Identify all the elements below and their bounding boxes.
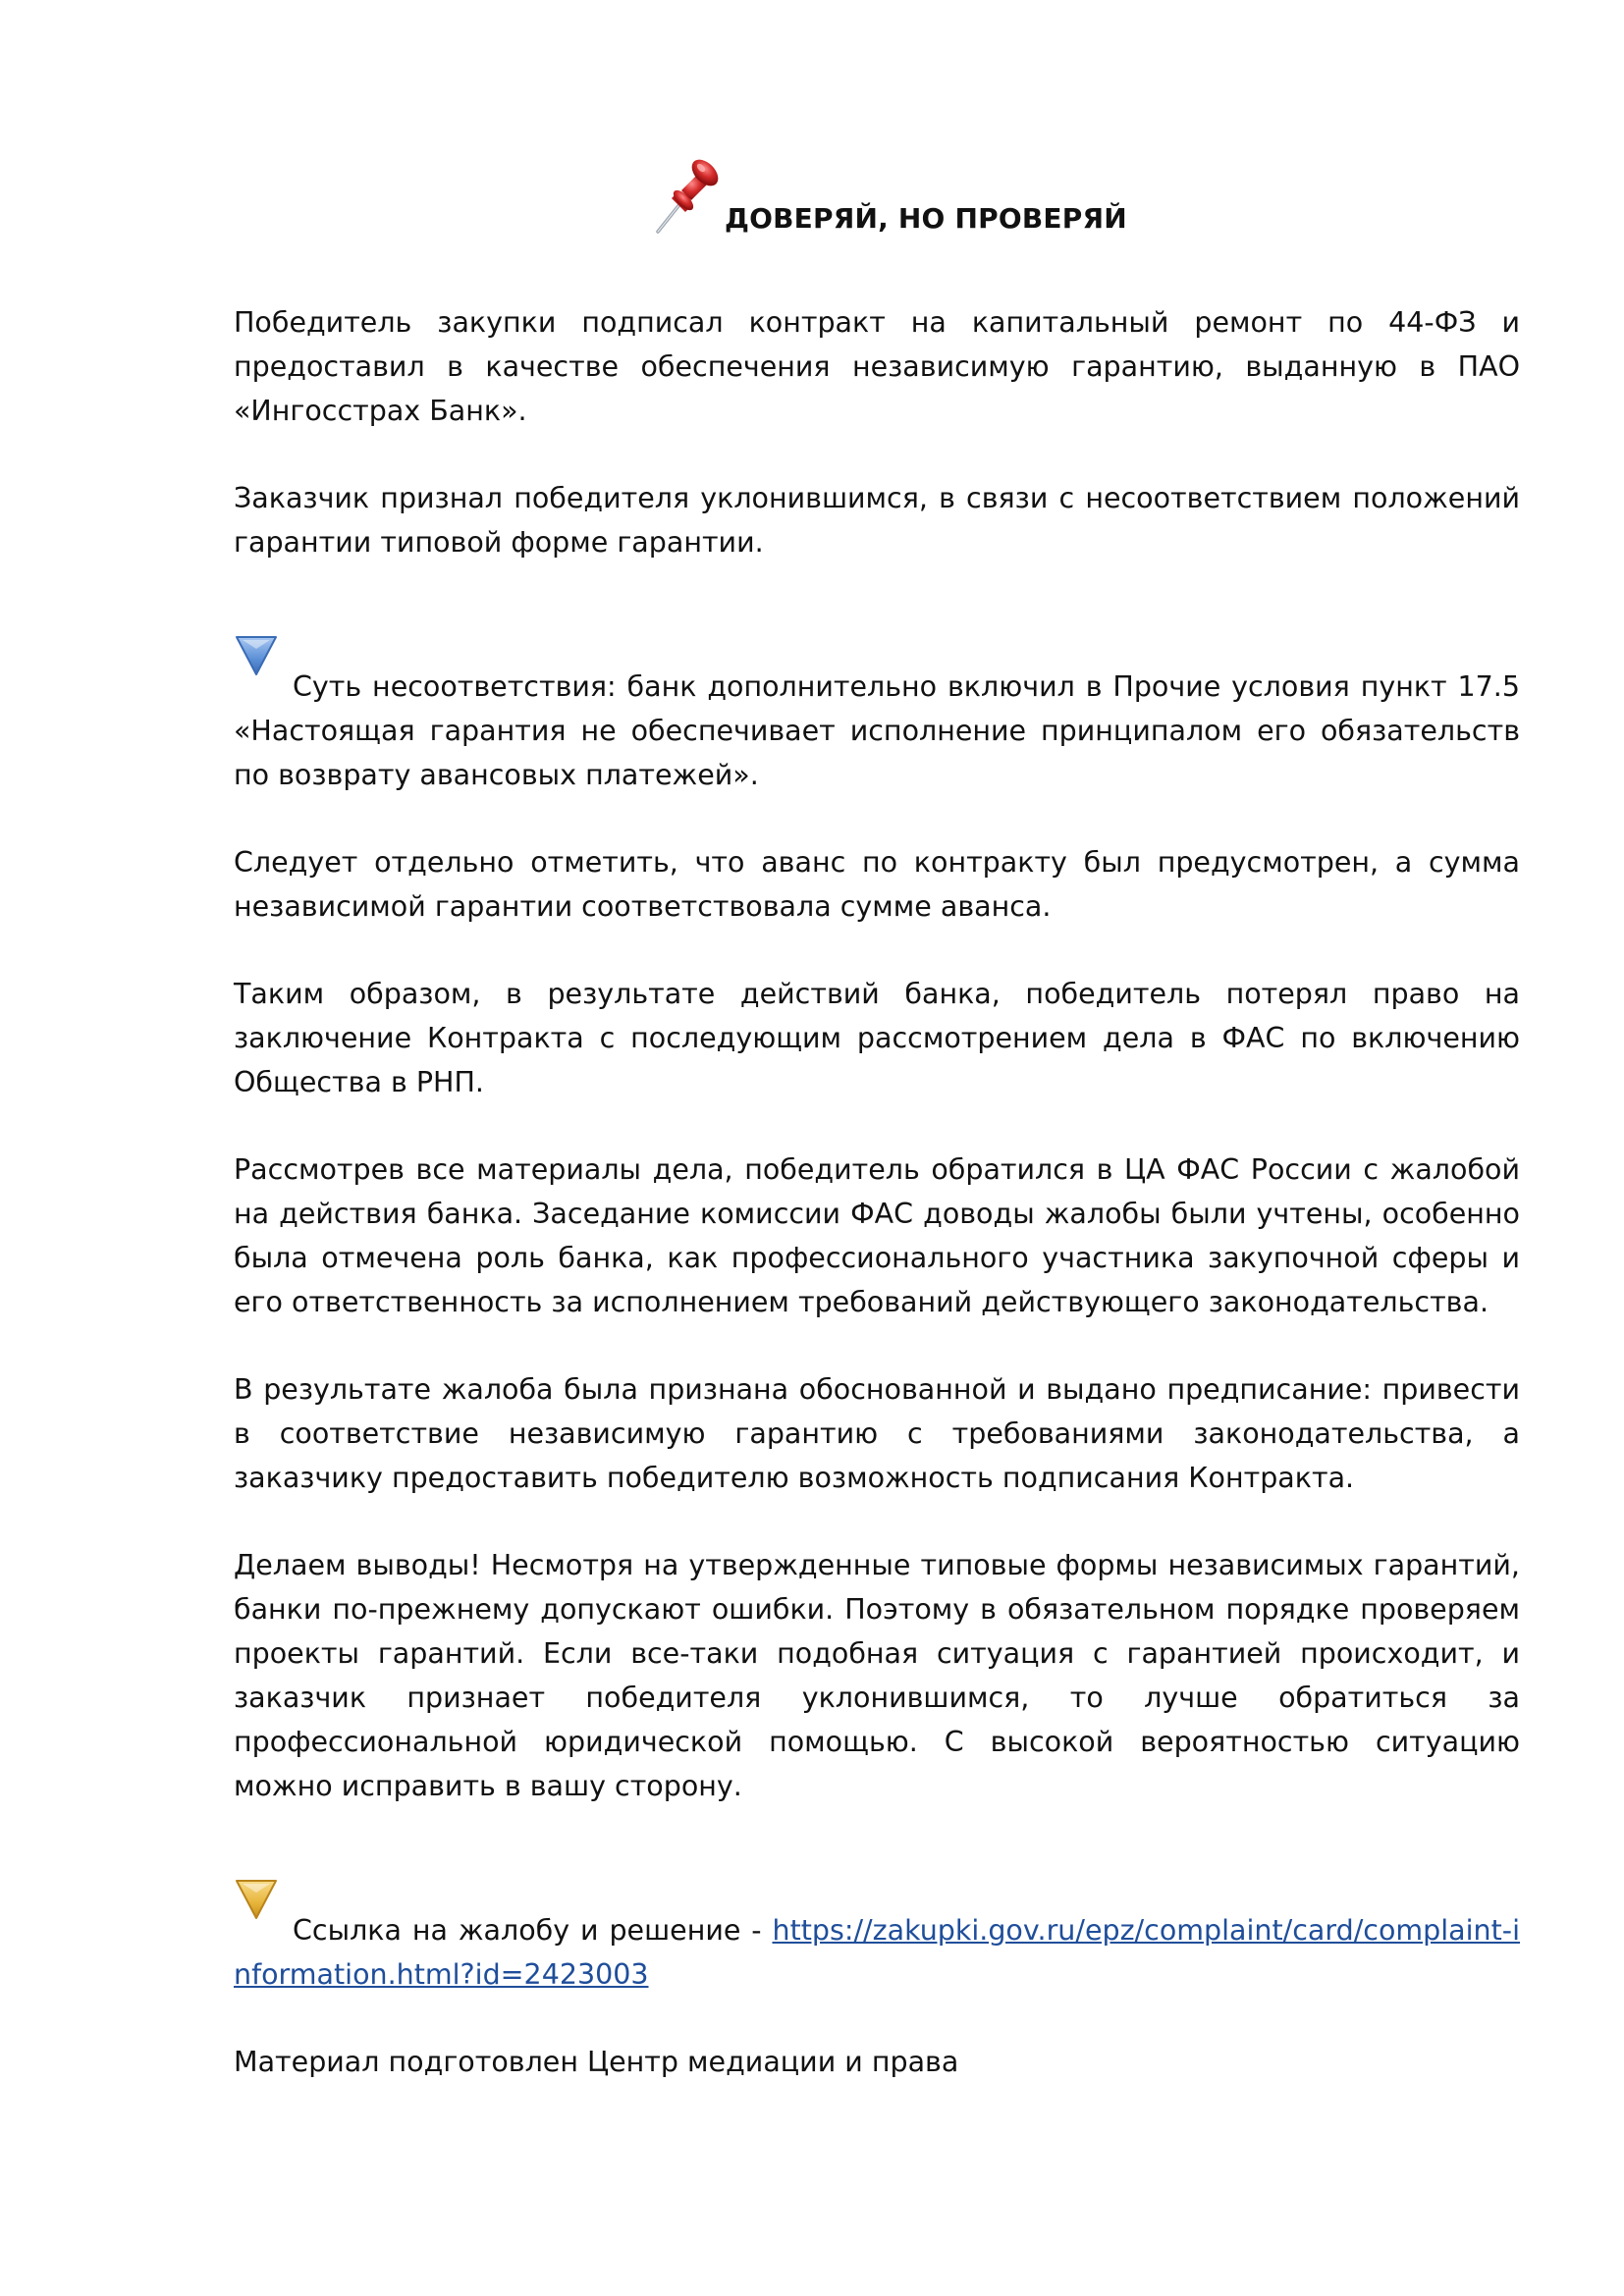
- title-row: [234, 147, 1520, 245]
- paragraph-3-text: Суть несоответствия: банк дополнительно включил в Прочие условия пункт 17.5 «Настоящая гарантия не обеспечивает исполнение принципалом его обязательств по возврату авансовых платежей».: [234, 670, 1520, 791]
- paragraph-9: [234, 1896, 1520, 1997]
- paragraph-3: [234, 653, 1520, 797]
- link-prefix: Ссылка на жалобу и решение -: [293, 1914, 773, 1947]
- complaint-link[interactable]: https://zakupki.gov.ru/epz/complaint/card/complaint-information.html?id=2423003: [234, 1914, 1520, 1991]
- paragraph-7: В результате жалоба была признана обоснованной и выдано предписание: привести в соответствие независимую гарантию с требованиями законодательства, а заказчику предоставить победителю возможность подписания Контракта.: [234, 1373, 1520, 1494]
- document-title: ДОВЕРЯЙ, НО ПРОВЕРЯЙ: [725, 202, 1127, 235]
- paragraph-2: Заказчик признал победителя уклонившимся, в связи с несоответствием положений гарантии типовой форме гарантии.: [234, 482, 1520, 559]
- pushpin-icon: [646, 151, 727, 238]
- paragraph-10: Материал подготовлен Центр медиации и права: [234, 2046, 959, 2078]
- paragraph-6: Рассмотрев все материалы дела, победитель обратился в ЦА ФАС России с жалобой на действия банка. Заседание комиссии ФАС доводы жалобы были учтены, особенно была отмечена роль банка, как профессионального участника закупочной сферы и его ответственность за исполнением требований действующего законодательства.: [234, 1153, 1520, 1318]
- yellow-triangle-down-icon: [234, 1875, 279, 1922]
- paragraph-4: Следует отдельно отметить, что аванс по контракту был предусмотрен, а сумма независимой гарантии соответствовала сумме аванса.: [234, 846, 1520, 923]
- document-body: [234, 147, 1520, 2084]
- blue-triangle-down-icon: [234, 631, 279, 678]
- paragraph-1: Победитель закупки подписал контракт на капитальный ремонт по 44-ФЗ и предоставил в качестве обеспечения независимую гарантию, выданную в ПАО «Ингосстрах Банк».: [234, 306, 1520, 427]
- paragraph-5: Таким образом, в результате действий банка, победитель потерял право на заключение Контракта с последующим рассмотрением дела в ФАС по включению Общества в РНП.: [234, 978, 1520, 1098]
- paragraph-8: Делаем выводы! Несмотря на утвержденные типовые формы независимых гарантий, банки по-прежнему допускают ошибки. Поэтому в обязательном порядке проверяем проекты гарантий. Если все-таки подобная ситуация с гарантией происходит, и заказчик признает победителя уклонившимся, то лучше обратиться за профессиональной юридической помощью. С высокой вероятностью ситуацию можно исправить в вашу сторону.: [234, 1549, 1520, 1802]
